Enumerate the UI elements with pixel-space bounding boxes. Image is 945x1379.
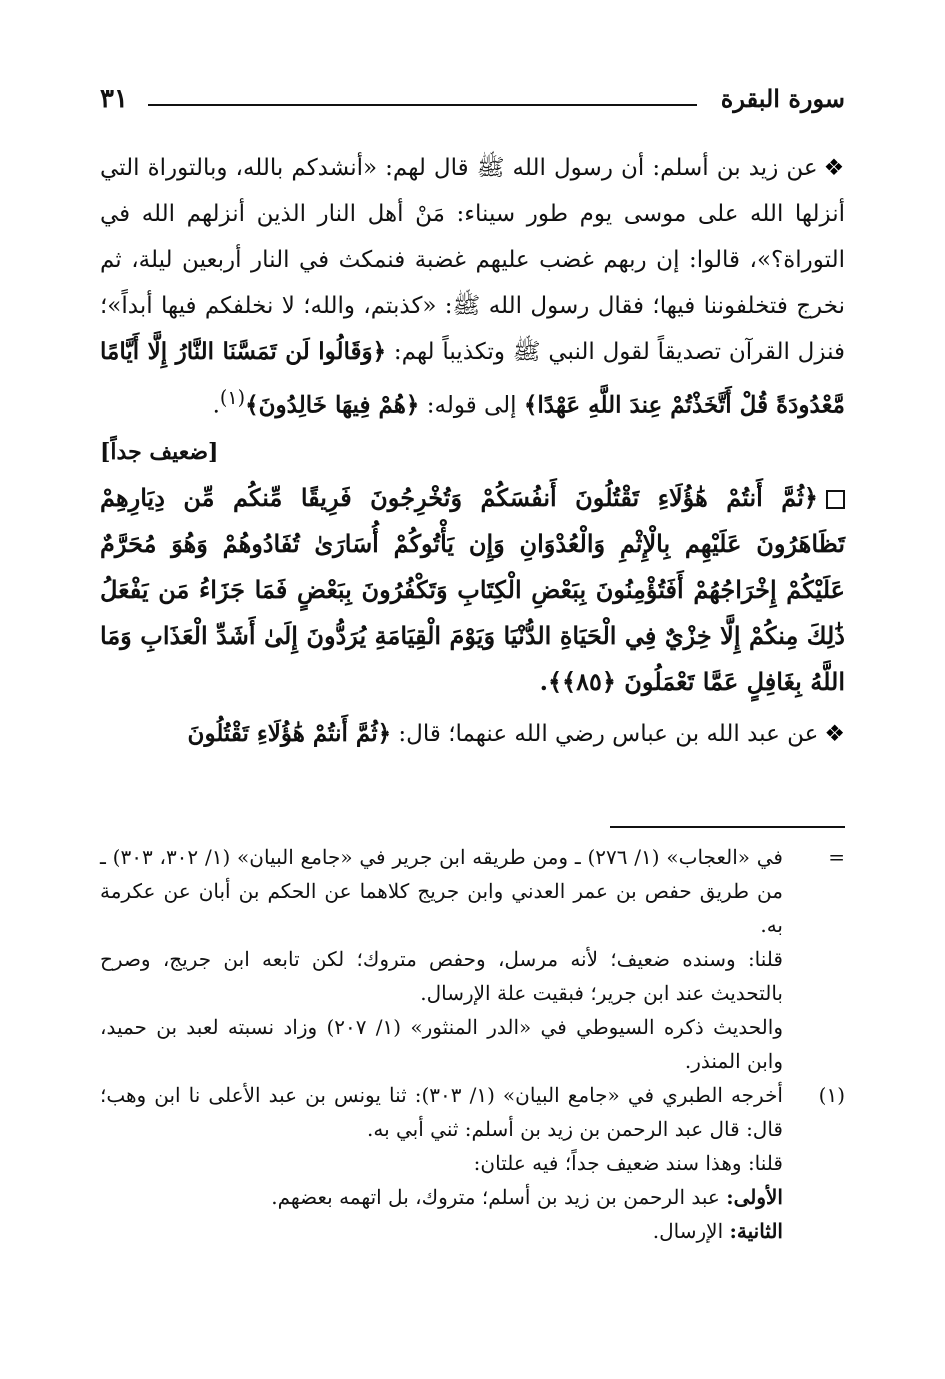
footnote-continued — [100, 840, 845, 1078]
hadith-text-connector: إلى قوله: — [419, 392, 524, 419]
quran-quote: ﴿ثُمَّ أَنتُمْ هَٰؤُلَاءِ تَقْتُلُونَ — [187, 719, 392, 747]
footnote-line: والحديث ذكره السيوطي في «الدر المنثور» (١/ ٢٠٧) وزاد نسبته لعبد بن حميد، وابن المنذر. — [100, 1015, 783, 1073]
hadith-paragraph-2 — [100, 711, 845, 757]
footnote-line: في «العجاب» (١/ ٢٧٦) ـ ومن طريقه ابن جرير في «جامع البيان» (١/ ٣٠٢، ٣٠٣) ـ من طريق حفص بن عمر العدني وابن جريج كلاهما عن الحكم بن أبان عن عكرمة به. — [100, 845, 783, 937]
hadith-text: عن زيد بن أسلم: أن رسول الله ﷺ قال لهم: «أنشدكم بالله، وبالتوراة التي أنزلها الله على موسى يوم طور سيناء: مَنْ أهل النار الذين أنزلهم الله في التوراة؟»، قالوا: إن ربهم غضب عليهم غضبة فنمكث في النار أربعين ليلة، ثم نخرج فتخلفوننا فيها؛ فقال رسول الله ﷺ: «كذبتم، والله؛ لا نخلفكم فيها أبداً»؛ فنزل القرآن تصديقاً لقول النبي ﷺ وتكذيباً لهم: — [100, 155, 846, 365]
hadith-text: عن عبد الله بن عباس رضي الله عنهما؛ قال: — [391, 720, 819, 747]
footnote-text: الإرسال. — [652, 1219, 730, 1243]
surah-title: سورة البقرة — [720, 84, 845, 113]
header-rule — [148, 104, 697, 106]
quran-quote-2: ﴿هُمْ فِيهَا خَالِدُونَ﴾ — [245, 391, 420, 419]
page-header — [100, 82, 845, 122]
footnote-marker: (١) — [818, 1083, 845, 1107]
footnote-line: قلنا: وسنده ضعيف؛ لأنه مرسل، وحفص متروك؛ لكن تابعه ابن جريج، وصرح بالتحديث عند ابن جرير؛ فبقيت علة الإرسال. — [100, 947, 783, 1005]
page-number: ٣١ — [100, 84, 128, 114]
bullet-icon: ❖ — [823, 155, 845, 181]
footnote-marker: = — [828, 845, 845, 869]
hadith-paragraph-1: ❖عن زيد بن أسلم: أن رسول الله ﷺ قال لهم: «أنشدكم بالله، وبالتوراة التي أنزلها الله على موسى يوم طور سيناء: مَنْ أهل النار الذين أنزلهم الله في التوراة؟»، قالوا: إن ربهم غضب عليهم غضبة فنمكث في النار أربعين ليلة، ثم نخرج فتخلفوننا فيها؛ فقال رسول الله ﷺ: «كذبتم، والله؛ لا نخلفكم فيها أبداً»؛ فنزل القرآن تصديقاً لقول النبي ﷺ وتكذيباً لهم: ﴿وَقَالُوا لَن تَمَسَّنَا النَّارُ إِلَّا أَيَّامًا مَّعْدُودَةً قُلْ أَتَّخَذْتُمْ عِندَ اللَّهِ عَهْدًا﴾ إلى قوله: ﴿هُمْ فِيهَا خَالِدُونَ﴾$^{(١)}$. [ضعيف جداً] — [100, 145, 845, 429]
footnote-label: الثانية: — [729, 1219, 783, 1243]
footnote-line — [100, 1180, 783, 1214]
verse-text: ﴿ثُمَّ أَنتُمْ هَٰؤُلَاءِ تَقْتُلُونَ أَنفُسَكُمْ وَتُخْرِجُونَ فَرِيقًا مِّنكُم مِّن دِيَارِهِمْ تَظَاهَرُونَ عَلَيْهِم بِالْإِثْمِ وَالْعُدْوَانِ وَإِن يَأْتُوكُمْ أُسَارَىٰ تُفَادُوهُمْ وَهُوَ مُحَرَّمٌ عَلَيْكُمْ إِخْرَاجُهُمْ أَفَتُؤْمِنُونَ بِبَعْضِ الْكِتَابِ وَتَكْفُرُونَ بِبَعْضٍ فَمَا جَزَاءُ مَن يَفْعَلُ ذَٰلِكَ مِنكُمْ إِلَّا خِزْيٌ فِي الْحَيَاةِ الدُّنْيَا وَيَوْمَ الْقِيَامَةِ يُرَدُّونَ إِلَىٰ أَشَدِّ الْعَذَابِ وَمَا اللَّهُ بِغَافِلٍ عَمَّا تَعْمَلُونَ ﴿٨٥﴾﴾. — [100, 482, 845, 696]
main-text — [100, 145, 845, 757]
square-icon — [826, 490, 845, 509]
quran-quote: ﴿وَقَالُوا لَن تَمَسَّنَا النَّارُ إِلَّا أَيَّامًا مَّعْدُودَةً قُلْ أَتَّخَذْتُمْ عِندَ اللَّهِ عَهْدًا﴾ — [100, 338, 845, 419]
footnote-ref: (١) — [219, 386, 246, 409]
quran-verse-85 — [100, 475, 845, 705]
footnotes — [100, 840, 845, 1248]
footnote-line — [100, 1214, 783, 1248]
footnote-1 — [100, 1078, 845, 1248]
hadith-grade: [ضعيف جداً] — [100, 438, 219, 465]
footnote-label: الأولى: — [726, 1185, 783, 1209]
footnote-rule — [610, 826, 845, 828]
footnote-line: قلنا: وهذا سند ضعيف جداً؛ فيه علتان: — [473, 1151, 783, 1175]
bullet-icon: ❖ — [824, 720, 845, 747]
footnote-text: عبد الرحمن بن زيد بن أسلم؛ متروك، بل اتهمه بعضهم. — [271, 1185, 727, 1209]
footnote-line: أخرجه الطبري في «جامع البيان» (١/ ٣٠٣): ثنا يونس بن عبد الأعلى نا ابن وهب؛ قال: قال عبد الرحمن بن زيد بن أسلم: ثني أبي به. — [100, 1083, 783, 1141]
